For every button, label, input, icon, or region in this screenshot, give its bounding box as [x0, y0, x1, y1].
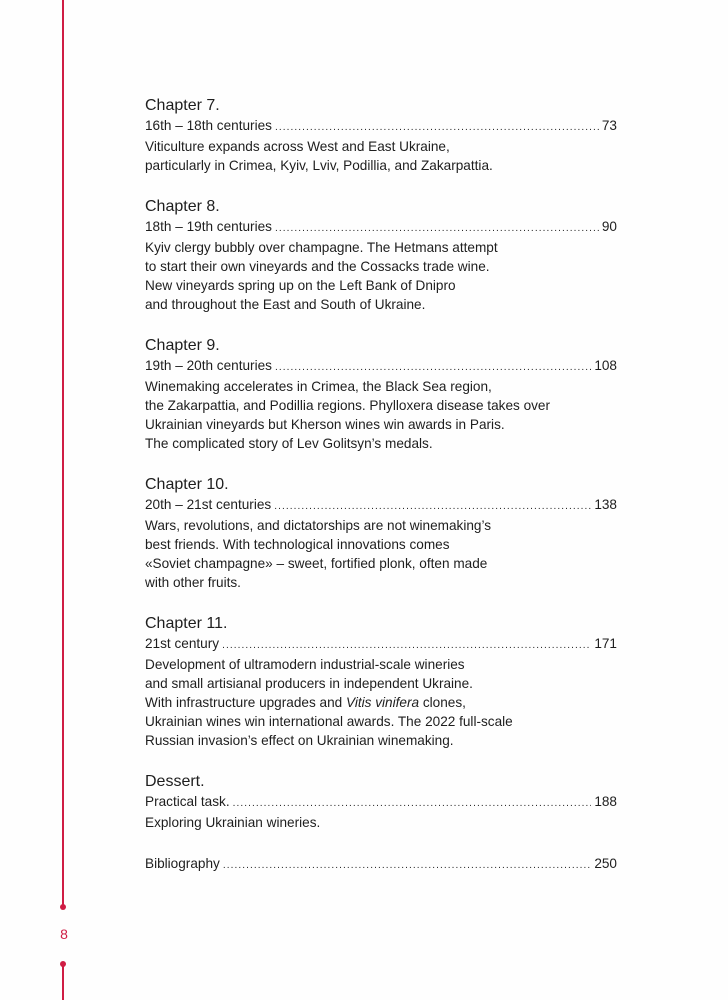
period-label: 16th – 18th centuries: [145, 118, 272, 133]
toc-line[interactable]: [145, 217, 617, 238]
red-thread-dot-upper: [60, 904, 66, 910]
description-line: Winemaking accelerates in Crimea, the Black Sea region,: [145, 379, 492, 394]
page-ref: 188: [594, 794, 617, 809]
description-line: particularly in Crimea, Kyiv, Lviv, Podillia, and Zakarpattia.: [145, 158, 493, 173]
description-line: and small artisianal producers in independent Ukraine.: [145, 676, 473, 691]
dot-leader: [233, 794, 592, 813]
dot-leader: [222, 636, 591, 655]
period-label: 18th – 19th centuries: [145, 219, 272, 234]
chapter-title: Chapter 8.: [145, 198, 220, 215]
chapter-title: Chapter 10.: [145, 476, 229, 493]
chapter-title: Dessert.: [145, 773, 205, 790]
dot-leader: [274, 497, 591, 516]
species-name: Vitis vinifera: [346, 695, 420, 710]
chapter-title: Chapter 11.: [145, 615, 228, 632]
description-line: Ukrainian wines win international awards. The 2022 full-scale: [145, 714, 513, 729]
chapter-title: Chapter 7.: [145, 97, 220, 114]
page-ref: 73: [601, 118, 617, 133]
description-line: «Soviet champagne» – sweet, fortified plonk, often made: [145, 556, 488, 571]
description-line: Ukrainian vineyards but Kherson wines win awards in Paris.: [145, 417, 505, 432]
bibliography-label: Bibliography: [145, 856, 220, 871]
description-line: and throughout the East and South of Ukraine.: [145, 297, 426, 312]
toc-line[interactable]: [145, 792, 617, 813]
description-line: The complicated story of Lev Golitsyn’s medals.: [145, 436, 433, 451]
red-thread-decoration: [62, 0, 64, 906]
page-ref: 250: [594, 856, 617, 871]
toc-entry-chapter-9: [145, 336, 617, 453]
page-ref: 138: [594, 497, 617, 512]
toc-entry-dessert: [145, 772, 617, 832]
description-line: Russian invasion’s effect on Ukrainian winemaking.: [145, 733, 454, 748]
description-line: Wars, revolutions, and dictatorships are not winemaking’s: [145, 518, 492, 533]
description-line: the Zakarpattia, and Podillia regions. Phylloxera disease takes over: [145, 398, 551, 413]
description-line: Development of ultramodern industrial-scale wineries: [145, 657, 465, 672]
table-of-contents: [145, 96, 617, 897]
toc-entry-bibliography: [145, 854, 617, 875]
toc-entry-chapter-8: [145, 197, 617, 314]
chapter-description: [145, 238, 617, 314]
toc-entry-chapter-10: [145, 475, 617, 592]
dot-leader: [275, 219, 599, 238]
description-text: With infrastructure upgrades and: [145, 695, 346, 710]
chapter-description: [145, 813, 617, 832]
description-line: Kyiv clergy bubbly over champagne. The Hetmans attempt: [145, 240, 498, 255]
description-text: clones,: [419, 695, 466, 710]
chapter-description: [145, 655, 617, 750]
period-label: 21st century: [145, 636, 220, 651]
toc-line[interactable]: [145, 854, 617, 875]
page-ref: 90: [601, 219, 617, 234]
description-line: Viticulture expands across West and East Ukraine,: [145, 139, 450, 154]
chapter-description: [145, 377, 617, 453]
description-line: Exploring Ukrainian wineries.: [145, 815, 321, 830]
toc-entry-chapter-11: [145, 614, 617, 750]
chapter-title: Chapter 9.: [145, 337, 220, 354]
toc-entry-chapter-7: [145, 96, 617, 175]
dot-leader: [223, 856, 592, 875]
description-line: New vineyards spring up on the Left Bank of Dnipro: [145, 278, 456, 293]
toc-line[interactable]: [145, 356, 617, 377]
dot-leader: [275, 358, 591, 377]
toc-line[interactable]: [145, 116, 617, 137]
chapter-description: [145, 516, 617, 592]
period-label: 20th – 21st centuries: [145, 497, 272, 512]
page-ref: 171: [594, 636, 617, 651]
chapter-description: [145, 137, 617, 175]
description-line: to start their own vineyards and the Cossacks trade wine.: [145, 259, 490, 274]
description-line: [145, 693, 617, 712]
period-label: 19th – 20th centuries: [145, 358, 272, 373]
red-thread-decoration-bottom: [62, 963, 64, 1000]
toc-line[interactable]: [145, 495, 617, 516]
page-ref: 108: [594, 358, 617, 373]
period-label: Practical task.: [145, 794, 230, 809]
page-number: 8: [60, 926, 68, 942]
description-line: best friends. With technological innovations comes: [145, 537, 450, 552]
toc-line[interactable]: [145, 634, 617, 655]
description-line: with other fruits.: [145, 575, 241, 590]
dot-leader: [275, 118, 599, 137]
